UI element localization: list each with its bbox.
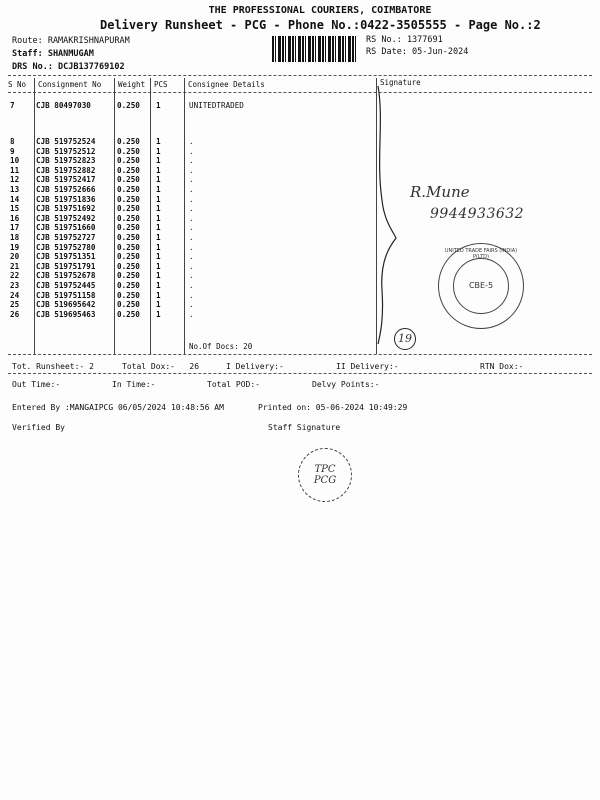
row-sno: 26 xyxy=(10,309,20,319)
row-consignee-details: . xyxy=(189,165,194,175)
courier-stamp-text: TPC PCG xyxy=(313,464,337,486)
col-divider xyxy=(114,78,115,354)
row-weight: 0.250 xyxy=(117,233,140,242)
printed-on: Printed on: 05-06-2024 10:49:29 xyxy=(258,403,408,412)
row-consignment-no: CJB 519695463 xyxy=(36,309,96,319)
row-consignee-details: . xyxy=(189,146,194,156)
col-header-consignment: Consignment No xyxy=(38,80,102,89)
entered-by: Entered By :MANGAIPCG 06/05/2024 10:48:56 AM xyxy=(12,403,224,412)
row-sno: 8 xyxy=(10,137,15,146)
row-consignee-details: . xyxy=(189,185,194,194)
row-sno: 12 xyxy=(10,175,20,185)
row-consignment-no: CJB 519751158 xyxy=(36,290,96,300)
barcode-image xyxy=(272,36,358,62)
row-sno: 14 xyxy=(10,194,20,204)
staff-label: Staff: SHANMUGAM xyxy=(12,49,94,59)
bracket-mark xyxy=(370,80,410,350)
row-pcs: 1 xyxy=(156,213,161,223)
staff-signature-label: Staff Signature xyxy=(268,423,341,432)
row-pcs: 1 xyxy=(156,242,161,252)
row-consignment-no: CJB 519752666 xyxy=(36,185,96,194)
row-pcs: 1 xyxy=(156,223,161,233)
col-header-details: Consignee Details xyxy=(188,80,265,89)
row-weight: 0.250 xyxy=(117,300,140,310)
row-weight: 0.250 xyxy=(117,290,140,300)
row-consignee-details: . xyxy=(189,204,194,214)
row-pcs: 1 xyxy=(156,233,161,242)
first-delivery: I Delivery:- xyxy=(226,362,284,371)
row-sno: 24 xyxy=(10,290,20,300)
total-pod: Total POD:- xyxy=(207,380,260,389)
row-weight: 0.250 xyxy=(117,137,140,146)
drs-number: DRS No.: DCJB137769102 xyxy=(12,62,125,72)
col-header-sno: S No xyxy=(8,80,27,89)
row-pcs: 1 xyxy=(156,137,161,146)
row-weight: 0.250 xyxy=(117,309,140,319)
row-pcs: 1 xyxy=(156,185,161,194)
route-label: Route: RAMAKRISHNAPURAM xyxy=(12,36,130,46)
row-weight: 0.250 xyxy=(117,175,140,185)
row-consignment-no: CJB 519752727 xyxy=(36,233,96,242)
row-consignee-details: . xyxy=(189,300,194,310)
runsheet-subtitle: Delivery Runsheet - PCG - Phone No.:0422-3505555 - Page No.:2 xyxy=(100,18,541,32)
row-weight: 0.250 xyxy=(117,146,140,156)
row-sno: 19 xyxy=(10,242,20,252)
row-pcs: 1 xyxy=(156,165,161,175)
row-pcs: 1 xyxy=(156,252,161,262)
table-header-rule xyxy=(8,92,592,93)
row-weight: 0.250 xyxy=(117,204,140,214)
row-consignee-details: . xyxy=(189,233,194,242)
row-sno: 10 xyxy=(10,156,20,166)
stamp-text: UNITED TRADE FAIRS (INDIA) P(LTD) xyxy=(444,248,518,260)
row-sno: 23 xyxy=(10,281,20,290)
row-consignee-details: UNITEDTRADED xyxy=(189,101,244,110)
row-consignee-details: . xyxy=(189,213,194,223)
row-sno: 7 xyxy=(10,101,15,110)
row-consignment-no: CJB 519752524 xyxy=(36,137,96,146)
row-consignee-details: . xyxy=(189,137,194,146)
row-weight: 0.250 xyxy=(117,213,140,223)
row-weight: 0.250 xyxy=(117,261,140,271)
row-consignee-details: . xyxy=(189,252,194,262)
row-consignment-no: CJB 519752823 xyxy=(36,156,96,166)
row-pcs: 1 xyxy=(156,156,161,166)
row-sno: 21 xyxy=(10,261,20,271)
row-consignee-details: . xyxy=(189,309,194,319)
row-consignee-details: . xyxy=(189,175,194,185)
row-consignee-details: . xyxy=(189,290,194,300)
no-of-docs: No.Of Docs: 20 xyxy=(189,342,253,351)
row-consignment-no: CJB 519752780 xyxy=(36,242,96,252)
row-pcs: 1 xyxy=(156,300,161,310)
in-time: In Time:- xyxy=(112,380,156,389)
row-consignment-no: CJB 519752492 xyxy=(36,213,96,223)
delivery-points: Delvy Points:- xyxy=(312,380,380,389)
stamp-center-text: CBE-5 xyxy=(468,281,494,290)
row-consignment-no: CJB 519751836 xyxy=(36,194,96,204)
row-consignment-no: CJB 80497030 xyxy=(36,101,91,110)
verified-by: Verified By xyxy=(12,423,65,432)
row-pcs: 1 xyxy=(156,146,161,156)
out-time: Out Time:- xyxy=(12,380,61,389)
summary-rule xyxy=(8,373,592,374)
handwritten-signature: R.Mune xyxy=(410,183,470,201)
second-delivery: II Delivery:- xyxy=(336,362,399,371)
row-sno: 20 xyxy=(10,252,20,262)
row-consignee-details: . xyxy=(189,271,194,281)
row-pcs: 1 xyxy=(156,204,161,214)
row-pcs: 1 xyxy=(156,261,161,271)
row-weight: 0.250 xyxy=(117,271,140,281)
row-consignment-no: CJB 519752882 xyxy=(36,165,96,175)
row-pcs: 1 xyxy=(156,194,161,204)
row-sno: 11 xyxy=(10,165,20,175)
row-consignee-details: . xyxy=(189,281,194,290)
row-consignment-no: CJB 519751351 xyxy=(36,252,96,262)
total-runsheet: Tot. Runsheet:- 2 xyxy=(12,362,94,371)
row-pcs: 1 xyxy=(156,309,161,319)
row-pcs: 1 xyxy=(156,271,161,281)
col-header-pcs: PCS xyxy=(154,80,168,89)
table-bottom-rule xyxy=(8,354,592,355)
row-weight: 0.250 xyxy=(117,194,140,204)
row-consignee-details: . xyxy=(189,223,194,233)
rtn-dox: RTN Dox:- xyxy=(480,362,524,371)
row-weight: 0.250 xyxy=(117,165,140,175)
row-weight: 0.250 xyxy=(117,242,140,252)
row-weight: 0.250 xyxy=(117,223,140,233)
rs-date: RS Date: 05-Jun-2024 xyxy=(366,47,469,57)
row-sno: 15 xyxy=(10,204,20,214)
col-divider xyxy=(184,78,185,354)
row-weight: 0.250 xyxy=(117,281,140,290)
row-weight: 0.250 xyxy=(117,252,140,262)
row-consignee-details: . xyxy=(189,261,194,271)
col-divider xyxy=(150,78,151,354)
col-divider xyxy=(34,78,35,354)
row-consignment-no: CJB 519695642 xyxy=(36,300,96,310)
rs-number: RS No.: 1377691 xyxy=(366,35,443,45)
row-pcs: 1 xyxy=(156,101,161,110)
row-sno: 17 xyxy=(10,223,20,233)
row-consignment-no: CJB 519752445 xyxy=(36,281,96,290)
table-top-rule xyxy=(8,75,592,76)
row-consignment-no: CJB 519752512 xyxy=(36,146,96,156)
row-consignee-details: . xyxy=(189,194,194,204)
company-stamp xyxy=(438,243,524,329)
row-pcs: 1 xyxy=(156,175,161,185)
row-pcs: 1 xyxy=(156,281,161,290)
row-consignment-no: CJB 519751692 xyxy=(36,204,96,214)
total-dox: Total Dox:- 26 xyxy=(122,362,200,371)
row-sno: 9 xyxy=(10,146,15,156)
row-sno: 25 xyxy=(10,300,20,310)
row-sno: 13 xyxy=(10,185,20,194)
col-header-signature: Signature xyxy=(380,78,421,87)
row-weight: 0.250 xyxy=(117,101,140,110)
row-sno: 22 xyxy=(10,271,20,281)
row-consignee-details: . xyxy=(189,156,194,166)
row-sno: 16 xyxy=(10,213,20,223)
row-sno: 18 xyxy=(10,233,20,242)
handwritten-count: 19 xyxy=(394,328,416,350)
col-header-weight: Weight xyxy=(118,80,146,89)
row-consignment-no: CJB 519751660 xyxy=(36,223,96,233)
row-consignment-no: CJB 519751791 xyxy=(36,261,96,271)
row-weight: 0.250 xyxy=(117,156,140,166)
courier-stamp xyxy=(298,448,352,502)
row-weight: 0.250 xyxy=(117,185,140,194)
row-consignee-details: . xyxy=(189,242,194,252)
handwritten-phone: 9944933632 xyxy=(430,206,525,222)
row-consignment-no: CJB 519752678 xyxy=(36,271,96,281)
company-title: THE PROFESSIONAL COURIERS, COIMBATORE xyxy=(208,5,432,16)
row-consignment-no: CJB 519752417 xyxy=(36,175,96,185)
row-pcs: 1 xyxy=(156,290,161,300)
